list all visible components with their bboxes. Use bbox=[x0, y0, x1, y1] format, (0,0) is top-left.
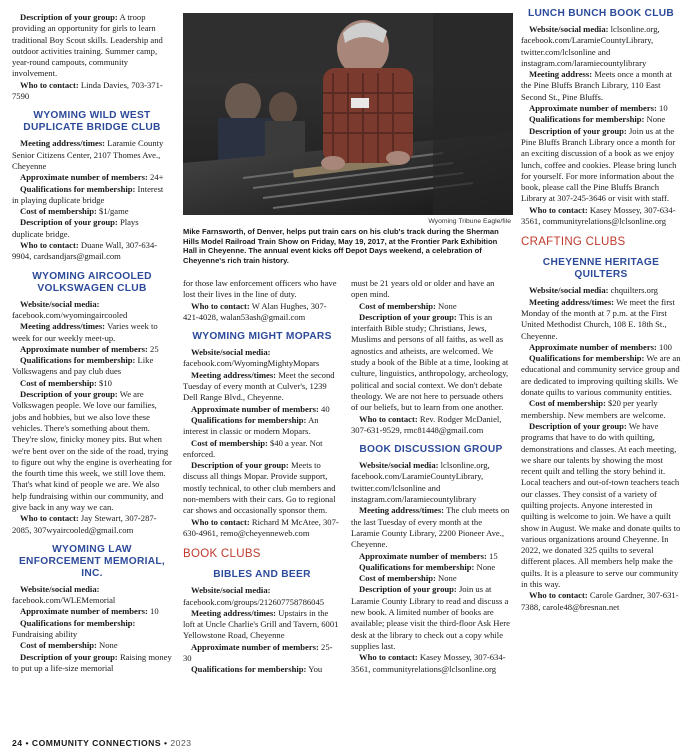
law-memorial-social: Website/social media: facebook.com/WLEMemorial bbox=[12, 583, 116, 606]
mopars-cost: Cost of membership: $40 a year. Not enforced. bbox=[183, 437, 323, 459]
column-4 bbox=[521, 8, 681, 613]
quilters-members: Approximate number of members: 100 bbox=[529, 341, 672, 352]
column-1 bbox=[12, 12, 172, 674]
bridge-contact: Who to contact: Duane Wall, 307-634-9904, cardsandjars@gmail.com bbox=[12, 240, 158, 262]
bridge-qualifications: Qualifications for membership: Interest in playing duplicate bridge bbox=[12, 183, 164, 205]
law-memorial-qualifications: Qualifications for membership: Fundraising ability bbox=[12, 617, 136, 640]
bibles-contact: Who to contact: Rev. Rodger McDaniel, 307-631-9529, rmc81448@gmail.com bbox=[351, 413, 502, 435]
bibles-times: Meeting address/times: Upstairs in the loft at Uncle Charlie's Grill and Tavern, 6001 Yellowstone Road, Cheyenne bbox=[183, 607, 339, 641]
scouts-contact: Who to contact: Linda Davies, 703-371-7590 bbox=[12, 79, 163, 102]
quilters-cost: Cost of membership: $20 per yearly membership. New members are welcome. bbox=[521, 398, 666, 420]
vw-social: Website/social media: facebook.com/wyomingaircooled bbox=[12, 298, 128, 320]
mopars-description: Description of your group: Meets to discuss all things Mopar. Provide support, mostly technical, to other club members and non-members with their cars. Go to regional car shows and occasionally sponsor them. bbox=[183, 460, 336, 516]
bibles-description: Description of your group: This is an interfaith Bible study; Christians, Jews, Muslims and persons of all faiths, as well as agnostics and atheists, are welcomed. We study a book of the Bible at a time, looking at culture, linguistics, anthropology, archeology, political and social context. We don't debate theology. We are not here to persuade others of our beliefs, but to learn from one another. bbox=[351, 311, 509, 413]
lunch-description: Description of your group: Join us at the Pine Bluffs Branch Library once a month for an exciting discussion of a book as we enjoy lunch, coffee and cookies. Please bring lunch for yourself. For more information about the book, please call the Pine Bluffs Branch Library at 307-245-3646 or visit with staff. bbox=[521, 125, 677, 204]
bookdisc-qualifications: Qualifications for membership: None bbox=[359, 561, 496, 572]
bibles-qualifications-cont: must be 21 years old or older and have an open mind. bbox=[351, 278, 495, 300]
mopars-times: Meeting address/times: Meet the second Tuesday of every month at Culver's, 1239 Dell Range Blvd., Cheyenne. bbox=[183, 369, 335, 403]
law-memorial-contact: Who to contact: W Alan Hughes, 307-421-4028, walan53ash@gmail.com bbox=[183, 300, 327, 322]
bridge-description: Description of your group: Plays duplicate bridge. bbox=[12, 217, 139, 239]
quilters-title: CHEYENNE HERITAGE QUILTERS bbox=[542, 257, 660, 281]
mopars-qualifications: Qualifications for membership: An interest in classic or modern Mopars. bbox=[183, 414, 319, 437]
bibles-beer-title: BIBLES AND BEER bbox=[213, 569, 311, 581]
lunch-qualifications: Qualifications for membership: None bbox=[529, 114, 666, 125]
law-memorial-title: WYOMING LAW ENFORCEMENT MEMORIAL, INC. bbox=[18, 543, 166, 579]
mopars-members: Approximate number of members: 40 bbox=[191, 403, 330, 414]
bridge-address: Meeting address/times: Laramie County Senior Citizens Center, 2107 Thomes Ave., Cheyenne bbox=[12, 138, 164, 171]
page-number: 24 bbox=[12, 738, 23, 748]
lunch-address: Meeting address: Meets once a month at the Pine Bluffs Branch Library, 110 East Second St., Pine Bluffs. bbox=[521, 69, 673, 102]
page-footer bbox=[12, 738, 192, 748]
lunch-bunch-title: LUNCH BUNCH BOOK CLUB bbox=[527, 8, 675, 19]
vw-times: Meeting address/times: Varies week to week for our weekly meet-up. bbox=[12, 321, 158, 343]
mopars-contact: Who to contact: Richard M McAtee, 307-630-4961, remo@cheyenneweb.com bbox=[183, 516, 339, 538]
bookdisc-members: Approximate number of members: 15 bbox=[359, 550, 498, 561]
photo-caption: Mike Farnsworth, of Denver, helps put train cars on his club's track during the Sherman Hills Model Railroad Train Show on Friday, May 19, 2017, at the Frontier Park Exhibition Hall in Cheyenne. The annual event kicks off Depot Days weekend, a celebration of Cheyenne's rich train history. bbox=[183, 227, 499, 265]
publication-year: 2023 bbox=[170, 738, 192, 748]
vw-contact: Who to contact: Jay Stewart, 307-287-2085, 307wyaircooled@gmail.com bbox=[12, 513, 157, 535]
mopars-title: WYOMING MIGHT MOPARS bbox=[192, 331, 332, 343]
quilters-description: Description of your group: We have programs that have to do with quilting, demonstrations and classes. At each meeting, we share our talents by showing the most recent quilt and telling the story behind it. Local teachers and out-of-town teachers teach our classes. They consist of a variety of quilting projects. Anyone interested in quilting is welcome to join. We have a quilt show in August. We make and donate quilts to various organizations around Cheyenne. In 2022, we donated 325 quilts to several different places. All members help make the quilts. It is a pleasure to serve our community in this way. bbox=[521, 420, 681, 590]
vw-qualifications: Qualifications for membership: Like Volkswagens and pay club dues bbox=[12, 355, 154, 377]
vw-club-title: WYOMING AIRCOOLED VOLKSWAGEN CLUB bbox=[32, 270, 152, 294]
bookdisc-contact: Who to contact: Kasey Mossey, 307-634-3561, communityrelations@lclsonline.org bbox=[351, 652, 506, 674]
photo-illustration bbox=[183, 13, 513, 215]
mopars-social: Website/social media: facebook.com/WyomingMightyMopars bbox=[183, 347, 320, 369]
bookdisc-cost: Cost of membership: None bbox=[359, 573, 457, 584]
train-show-photo bbox=[183, 13, 513, 215]
bibles-members: Approximate number of members: 25-30 bbox=[183, 641, 333, 664]
law-memorial-cost: Cost of membership: None bbox=[20, 640, 118, 651]
vw-cost: Cost of membership: $10 bbox=[20, 377, 112, 388]
quilters-qualifications: Qualifications for membership: We are an educational and community service group and are dedicated to improving quilting skills. We donate quilts to various community entities. bbox=[521, 353, 681, 398]
bridge-members: Approximate number of members: 24+ bbox=[20, 172, 164, 183]
bibles-social: Website/social media: facebook.com/groups/212607758786045 bbox=[183, 585, 325, 607]
bookdisc-times: Meeting address/times: The club meets on the last Tuesday of every month at the Laramie County Library, 2200 Pioneer Ave., Cheyenne. bbox=[351, 505, 510, 550]
quilters-contact: Who to contact: Carole Gardner, 307-631-7388, carole48@bresnan.net bbox=[521, 590, 679, 612]
bibles-cost: Cost of membership: None bbox=[359, 300, 457, 311]
lunch-members: Approximate number of members: 10 bbox=[529, 103, 668, 114]
vw-members: Approximate number of members: 25 bbox=[20, 343, 159, 354]
scouts-description: Description of your group: A troop providing an opportunity for girls to learn traditional Boy Scout skills. Leadership and outdoor activities training. Summer camp, year-round campouts, community involvement. bbox=[12, 12, 163, 79]
bookdisc-description: Description of your group: Join us at Laramie County Library to read and discuss a new book. A limited number of books are available; please visit the third-floor Ask Here desk at the library to check out a copy while supplies last. bbox=[351, 584, 510, 651]
column-3 bbox=[351, 278, 511, 675]
footer-bullet: • bbox=[25, 738, 29, 748]
column-2 bbox=[183, 278, 341, 676]
photo-credit: Wyoming Tribune Eagle/file bbox=[428, 218, 511, 225]
bookdisc-social: Website/social media: lclsonline.org, facebook.com/LaramieCountyLibrary, twitter.com/lclsonline and instagram.com/laramiecountylibrary bbox=[351, 460, 490, 505]
quilters-social: Website/social media: chquilters.org bbox=[529, 285, 658, 296]
book-clubs-heading: BOOK CLUBS bbox=[183, 548, 261, 561]
crafting-clubs-heading: CRAFTING CLUBS bbox=[521, 236, 626, 249]
law-memorial-members: Approximate number of members: 10 bbox=[20, 606, 159, 617]
bridge-club-title: WYOMING WILD WEST DUPLICATE BRIDGE CLUB bbox=[23, 110, 161, 134]
bibles-qualifications: Qualifications for membership: You bbox=[191, 664, 323, 675]
bridge-cost: Cost of membership: $1/game bbox=[20, 206, 129, 217]
vw-description: Description of your group: We are Volkswagen people. We love our families, jobs and hobbies, but we also love these vehicles. There's something about them. They're slow, finicky money pits. But when we're bent over on the side of the road, trying to figure out why the engine is overheating for the fourth time this week, we still love them. That's what kind of people we are. We also help fundraising within our community, and give back in any way we can. bbox=[12, 389, 172, 512]
lunch-social: Website/social media: lclsonline.org, facebook.com/LaramieCountyLibrary, twitter.com/lclsonline and instagram.com/laramiecountylibrary bbox=[521, 24, 660, 68]
footer-bullet: • bbox=[163, 738, 168, 748]
quilters-times: Meeting address/times: We meet the first Monday of the month at 7 p.m. at the First United Methodist Church, 108 E. 18th St., Cheyenne. bbox=[521, 296, 675, 341]
law-memorial-description-cont: for those law enforcement officers who have lost their lives in the line of duty. bbox=[183, 278, 337, 300]
publication-name: COMMUNITY CONNECTIONS bbox=[31, 738, 162, 748]
book-discussion-title: BOOK DISCUSSION GROUP bbox=[359, 444, 503, 456]
lunch-contact: Who to contact: Kasey Mossey, 307-634-3561, communityrelations@lclsonline.org bbox=[521, 204, 676, 227]
law-memorial-description: Description of your group: Raising money to put up a life-size memorial bbox=[12, 651, 172, 673]
